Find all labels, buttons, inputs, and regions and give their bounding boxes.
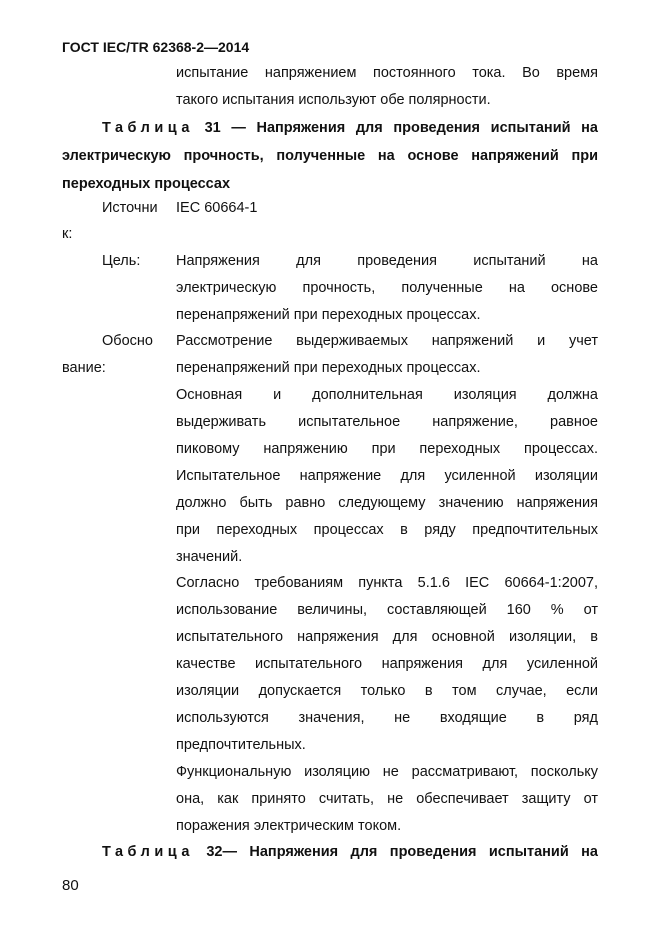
caption-title-part1: 32— Напряжения для проведения испытаний на <box>206 844 598 860</box>
page-number: 80 <box>62 877 79 894</box>
text-line: выдерживать испытательное напряжение, равное <box>176 414 598 430</box>
caption-line-1 <box>62 114 598 142</box>
rationale-paragraph-2 <box>176 570 598 759</box>
text-line: Основная и дополнительная изоляция должна <box>176 387 598 403</box>
text-line: пиковому напряжению при переходных процессах. <box>176 441 598 457</box>
text-line: Рассмотрение выдерживаемых напряжений и учет <box>176 333 598 349</box>
text-line: Напряжения для проведения испытаний на <box>176 253 598 269</box>
text-line: Согласно требованиям пункта 5.1.6 IEC 60664-1:2007, <box>176 575 598 591</box>
rationale-paragraph-3 <box>176 759 598 840</box>
table-32-caption <box>62 838 598 866</box>
text-line: она, как принято считать, не обеспечивает защиту от <box>176 791 598 807</box>
caption-line-2: электрическую прочность, полученные на основе напряжений при <box>62 148 598 164</box>
purpose-text <box>176 248 598 329</box>
source-label: Источни <box>102 200 158 216</box>
table-31-caption <box>62 114 598 198</box>
text-line: при переходных процессах в ряду предпочтительных <box>176 522 598 538</box>
text-line: изоляции допускается только в том случае, если <box>176 683 598 699</box>
text-line: такого испытания используют обе полярности. <box>176 92 491 108</box>
text-line: Функциональную изоляцию не рассматривают, поскольку <box>176 764 598 780</box>
source-value: IEC 60664-1 <box>176 200 258 216</box>
text-line: электрическую прочность, полученные на основе <box>176 280 598 296</box>
purpose-label: Цель: <box>102 253 141 269</box>
caption-line-3: переходных процессах <box>62 176 231 192</box>
text-line: предпочтительных. <box>176 737 306 753</box>
caption-label: Таблица <box>102 120 194 136</box>
intro-paragraph <box>176 60 598 114</box>
rationale-label-continued: вание: <box>62 360 106 376</box>
caption-line-1 <box>62 838 598 866</box>
text-line-content: испытание напряжением постоянного тока. Во время <box>176 65 598 81</box>
text-line: качестве испытательного напряжения для усиленной <box>176 656 598 672</box>
text-line: Испытательное напряжение для усиленной изоляции <box>176 468 598 484</box>
text-line: должно быть равно следующему значению напряжения <box>176 495 598 511</box>
document-header: ГОСТ IEC/TR 62368-2—2014 <box>62 39 250 55</box>
caption-label: Таблица <box>102 844 194 860</box>
text-line: значений. <box>176 549 243 565</box>
text-line: поражения электрическим током. <box>176 818 402 834</box>
rationale-label: Обосно <box>102 333 153 349</box>
text-line <box>176 60 598 87</box>
text-line: перенапряжений при переходных процессах. <box>176 307 481 323</box>
text-line: использование величины, составляющей 160 % от <box>176 602 598 618</box>
rationale-text <box>176 328 598 382</box>
source-label-continued: к: <box>62 226 73 242</box>
text-line: используются значения, не входящие в ряд <box>176 710 598 726</box>
caption-title-part1: 31 — Напряжения для проведения испытаний на <box>204 120 598 136</box>
text-line: испытательного напряжения для основной изоляции, в <box>176 629 598 645</box>
text-line: перенапряжений при переходных процессах. <box>176 360 481 376</box>
rationale-paragraph-1 <box>176 382 598 571</box>
